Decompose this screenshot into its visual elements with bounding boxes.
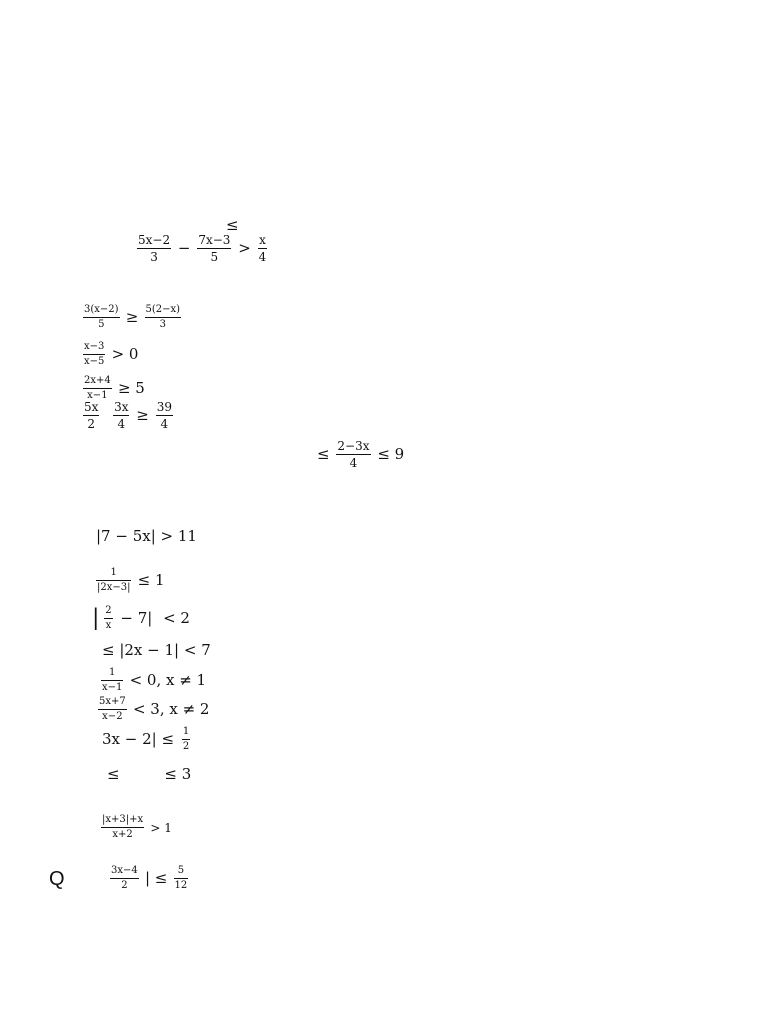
inequality-16: $\frac{3x-4}{2}$ | ≤ $\frac{5}{12}$ (111, 865, 188, 891)
inequality-6: ≤ $\frac{2-3x}{4}$ ≤ 9 (317, 439, 405, 470)
inequality-10: ≤ |2x − 1| < 7 (102, 641, 211, 659)
inequality-top-symbol: ≤ (226, 216, 239, 234)
inequality-2: $\frac{3(x-2)}{5}$ ≥ $\frac{5(2-x)}{3}$ (84, 304, 181, 330)
inequality-3: $\frac{x-3}{x-5}$ > 0 (84, 341, 139, 367)
inequality-13: 3x − 2| ≤ $\frac{1}{2}$ (102, 726, 190, 752)
inequality-1: $\frac{5x-2}{3}$ − $\frac{7x-3}{5}$ > $\frac{x}{4}$ (138, 233, 267, 264)
inequality-14: ≤ ≤ 3 (107, 765, 192, 783)
inequality-7: |7 − 5x| > 11 (96, 527, 197, 545)
inequality-12: $\frac{5x+7}{x-2}$ < 3, x ≠ 2 (99, 696, 210, 722)
question-label: Q (49, 868, 65, 890)
inequality-4: $\frac{2x+4}{x-1}$ ≥ 5 (84, 375, 145, 401)
inequality-15: $\frac{|x+3|+x}{x+2}$ > 1 (102, 814, 172, 840)
inequality-5: $\frac{5x}{2}$ $\frac{3x}{4}$ ≥ $\frac{39}{4}$ (84, 400, 172, 431)
inequality-11: $\frac{1}{x-1}$ < 0, x ≠ 1 (102, 667, 207, 693)
inequality-8: $\frac{1}{|2x-3|}$ ≤ 1 (97, 567, 165, 593)
inequality-9: | $\frac{2}{x}$ − 7| < 2 (92, 605, 190, 631)
